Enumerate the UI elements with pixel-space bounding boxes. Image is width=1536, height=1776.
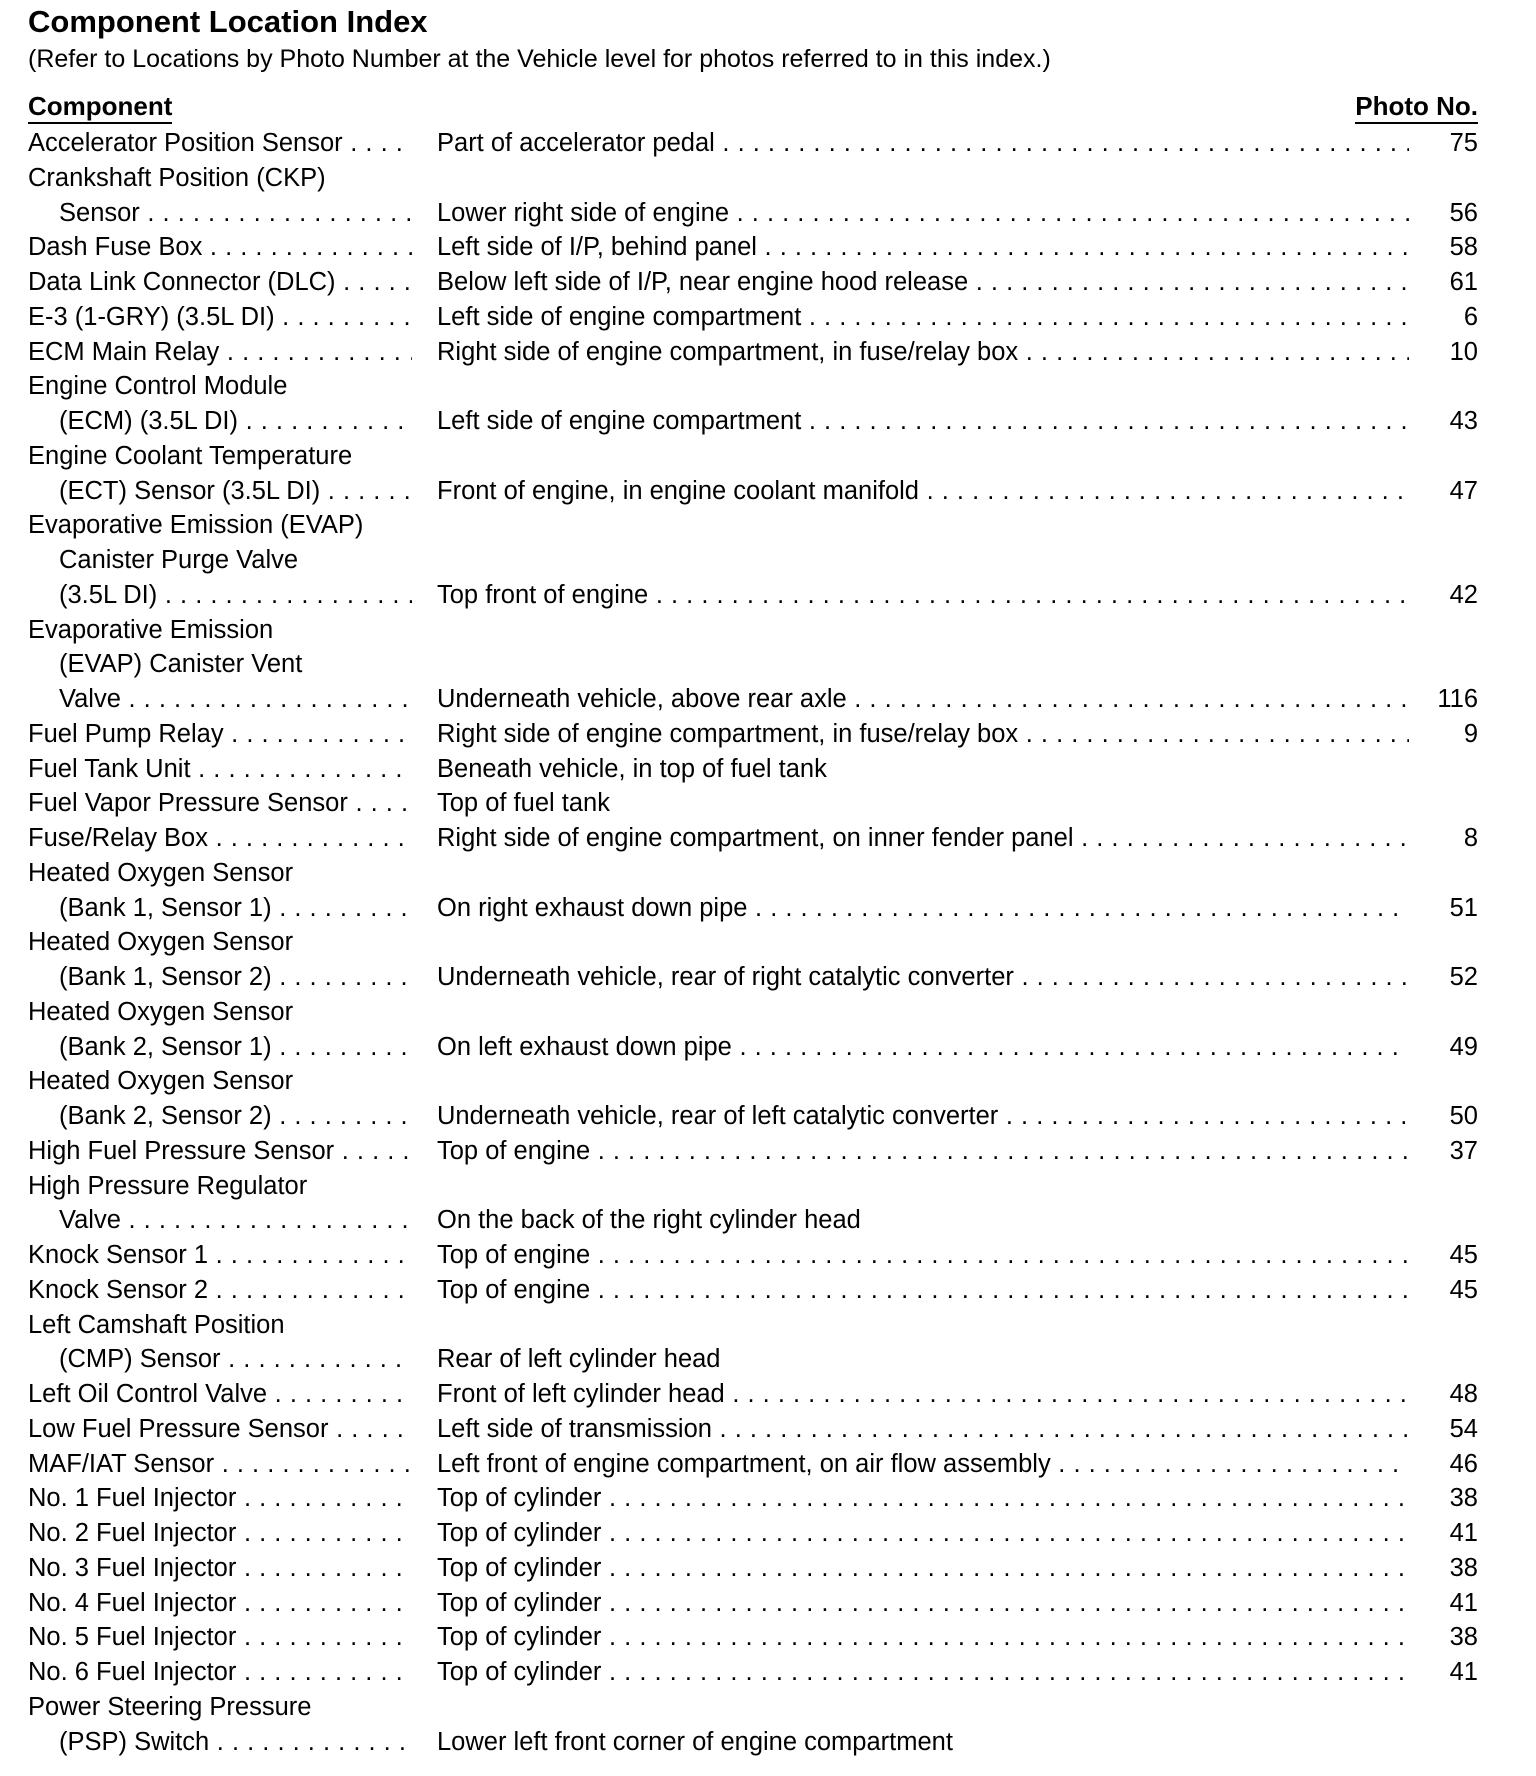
component-name: (PSP) Switch . . . [28, 1725, 412, 1760]
table-row [28, 1064, 1478, 1099]
photo-number: 41 [1412, 1586, 1478, 1621]
component-name: Low Fuel Pressure Sensor . . . [28, 1412, 412, 1447]
photo-number: 46 [1412, 1447, 1478, 1482]
table-row [28, 1447, 1478, 1482]
location-description: Part of accelerator pedal . . . [437, 126, 1409, 161]
table-row [28, 265, 1478, 300]
table-row [28, 856, 1478, 891]
component-name: Fuel Vapor Pressure Sensor . . . [28, 786, 412, 821]
component-name: Fuse/Relay Box . . . [28, 821, 412, 856]
photo-number: 41 [1412, 1655, 1478, 1690]
component-name: Sensor . . . [28, 196, 412, 231]
table-row [28, 1238, 1478, 1273]
location-description: Left side of transmission . . . [437, 1412, 1409, 1447]
table-row [28, 1273, 1478, 1308]
component-name: Valve . . . [28, 682, 412, 717]
location-description: Top of engine . . . [437, 1273, 1409, 1308]
table-row [28, 647, 1478, 682]
photo-number: 58 [1412, 230, 1478, 265]
photo-number: 75 [1412, 126, 1478, 161]
table-header [28, 88, 1478, 124]
photo-number: 56 [1412, 196, 1478, 231]
table-row [28, 786, 1478, 821]
table-row [28, 1690, 1478, 1725]
table-row [28, 891, 1478, 926]
component-name: High Fuel Pressure Sensor . . . [28, 1134, 412, 1169]
location-description: Front of left cylinder head . . . [437, 1377, 1409, 1412]
location-description: Underneath vehicle, rear of right catalytic converter . . . [437, 960, 1409, 995]
photo-number: 38 [1412, 1481, 1478, 1516]
component-name: No. 4 Fuel Injector . . . [28, 1586, 412, 1621]
table-row [28, 543, 1478, 578]
photo-number: 41 [1412, 1516, 1478, 1551]
location-description: Right side of engine compartment, in fuse/relay box . . . [437, 717, 1409, 752]
table-row [28, 1586, 1478, 1621]
table-row [28, 995, 1478, 1030]
component-name: Heated Oxygen Sensor [28, 858, 294, 887]
location-description: Top of cylinder . . . [437, 1551, 1409, 1586]
table-row [28, 821, 1478, 856]
location-description: Front of engine, in engine coolant manifold . . . [437, 474, 1409, 509]
location-description: Top of cylinder . . . [437, 1481, 1409, 1516]
photo-number: 8 [1412, 821, 1478, 856]
photo-number: 51 [1412, 891, 1478, 926]
component-name: Left Oil Control Valve . . . [28, 1377, 412, 1412]
photo-number: 48 [1412, 1377, 1478, 1412]
table-row [28, 1342, 1478, 1377]
location-description: Top front of engine . . . [437, 578, 1409, 613]
table-row [28, 126, 1478, 161]
table-row [28, 1169, 1478, 1204]
location-description: Top of cylinder . . . [437, 1586, 1409, 1621]
component-name: Knock Sensor 2 . . . [28, 1273, 412, 1308]
location-description: Lower right side of engine . . . [437, 196, 1409, 231]
photo-number: 52 [1412, 960, 1478, 995]
component-name: Crankshaft Position (CKP) [28, 163, 326, 192]
location-description: Top of engine . . . [437, 1238, 1409, 1273]
location-description: Rear of left cylinder head [437, 1345, 721, 1374]
table-row [28, 960, 1478, 995]
photo-number: 49 [1412, 1030, 1478, 1065]
component-name: Evaporative Emission (EVAP) [28, 511, 364, 540]
index-table [28, 126, 1478, 1759]
location-description: Beneath vehicle, in top of fuel tank [437, 754, 827, 783]
table-row [28, 1655, 1478, 1690]
table-row [28, 1377, 1478, 1412]
component-name: (Bank 1, Sensor 1) . . . [28, 891, 412, 926]
photo-number: 38 [1412, 1551, 1478, 1586]
component-name: (3.5L DI) . . . [28, 578, 412, 613]
table-row [28, 161, 1478, 196]
location-description: On the back of the right cylinder head [437, 1206, 861, 1235]
component-name: Engine Coolant Temperature [28, 441, 353, 470]
component-name: E-3 (1-GRY) (3.5L DI) . . . [28, 300, 412, 335]
component-name: Canister Purge Valve [59, 546, 299, 574]
component-name: (ECT) Sensor (3.5L DI) . . . [28, 474, 412, 509]
table-row [28, 578, 1478, 613]
table-row [28, 682, 1478, 717]
component-name: No. 5 Fuel Injector . . . [28, 1620, 412, 1655]
photo-number: 10 [1412, 335, 1478, 370]
location-description: On left exhaust down pipe . . . [437, 1030, 1409, 1065]
component-name: No. 6 Fuel Injector . . . [28, 1655, 412, 1690]
photo-number: 47 [1412, 474, 1478, 509]
table-row [28, 1516, 1478, 1551]
page-subtitle: (Refer to Locations by Photo Number at the Vehicle level for photos referred to in this index.) [28, 45, 1051, 73]
component-name: Heated Oxygen Sensor [28, 928, 294, 957]
photo-number: 38 [1412, 1620, 1478, 1655]
component-name: Left Camshaft Position [28, 1310, 285, 1339]
component-name: (Bank 1, Sensor 2) . . . [28, 960, 412, 995]
table-row [28, 335, 1478, 370]
photo-number: 54 [1412, 1412, 1478, 1447]
table-row [28, 613, 1478, 648]
component-name: Heated Oxygen Sensor [28, 997, 294, 1026]
location-description: Lower left front corner of engine compartment [437, 1727, 953, 1756]
table-row [28, 752, 1478, 787]
component-name: Fuel Pump Relay . . . [28, 717, 412, 752]
photo-column-header: Photo No. [1355, 90, 1478, 124]
table-row [28, 1481, 1478, 1516]
table-row [28, 1099, 1478, 1134]
component-name: Power Steering Pressure [28, 1692, 312, 1721]
photo-number: 43 [1412, 404, 1478, 439]
location-description: Top of cylinder . . . [437, 1655, 1409, 1690]
component-name: Engine Control Module [28, 372, 288, 401]
photo-number: 116 [1412, 682, 1478, 717]
photo-number: 45 [1412, 1238, 1478, 1273]
table-row [28, 508, 1478, 543]
location-description: Left side of engine compartment . . . [437, 404, 1409, 439]
location-description: Underneath vehicle, above rear axle . . . [437, 682, 1409, 717]
component-name: (CMP) Sensor . . . [28, 1342, 412, 1377]
table-row [28, 1134, 1478, 1169]
table-row [28, 1203, 1478, 1238]
component-name: (ECM) (3.5L DI) . . . [28, 404, 412, 439]
photo-number: 45 [1412, 1273, 1478, 1308]
location-description: Left front of engine compartment, on air flow assembly . . . [437, 1447, 1409, 1482]
photo-number: 37 [1412, 1134, 1478, 1169]
table-row [28, 196, 1478, 231]
table-row [28, 1620, 1478, 1655]
location-description: Top of fuel tank [437, 789, 610, 818]
page-title: Component Location Index [28, 4, 428, 39]
component-name: ECM Main Relay . . . [28, 335, 412, 370]
component-name: No. 3 Fuel Injector . . . [28, 1551, 412, 1586]
location-description: Underneath vehicle, rear of left catalytic converter . . . [437, 1099, 1409, 1134]
component-name: Valve . . . [28, 1203, 412, 1238]
component-name: (Bank 2, Sensor 1) . . . [28, 1030, 412, 1065]
component-name: Fuel Tank Unit . . . [28, 752, 412, 787]
table-row [28, 1725, 1478, 1760]
table-row [28, 1551, 1478, 1586]
table-row [28, 300, 1478, 335]
component-name: (Bank 2, Sensor 2) . . . [28, 1099, 412, 1134]
photo-number: 61 [1412, 265, 1478, 300]
table-row [28, 474, 1478, 509]
component-name: Dash Fuse Box . . . [28, 230, 412, 265]
component-name: Knock Sensor 1 . . . [28, 1238, 412, 1273]
component-name: (EVAP) Canister Vent [59, 650, 303, 679]
component-name: No. 1 Fuel Injector . . . [28, 1481, 412, 1516]
location-description: Top of cylinder . . . [437, 1620, 1409, 1655]
photo-number: 9 [1412, 717, 1478, 752]
component-name: High Pressure Regulator [28, 1171, 308, 1200]
component-name: Accelerator Position Sensor . . . [28, 126, 412, 161]
location-description: Below left side of I/P, near engine hood release . . . [437, 265, 1409, 300]
table-row [28, 369, 1478, 404]
table-row [28, 925, 1478, 960]
component-name: Heated Oxygen Sensor [28, 1067, 294, 1096]
table-row [28, 717, 1478, 752]
component-name: No. 2 Fuel Injector . . . [28, 1516, 412, 1551]
table-row [28, 404, 1478, 439]
photo-number: 50 [1412, 1099, 1478, 1134]
component-name: Evaporative Emission [28, 615, 274, 644]
component-name: MAF/IAT Sensor . . . [28, 1447, 412, 1482]
table-row [28, 230, 1478, 265]
location-description: Right side of engine compartment, on inner fender panel . . . [437, 821, 1409, 856]
photo-number: 42 [1412, 578, 1478, 613]
location-description: Right side of engine compartment, in fuse/relay box . . . [437, 335, 1409, 370]
location-description: Top of cylinder . . . [437, 1516, 1409, 1551]
table-row [28, 439, 1478, 474]
location-description: Top of engine . . . [437, 1134, 1409, 1169]
table-row [28, 1308, 1478, 1343]
location-description: On right exhaust down pipe . . . [437, 891, 1409, 926]
component-column-header: Component [28, 90, 172, 124]
component-name: Data Link Connector (DLC) . . . [28, 265, 412, 300]
location-description: Left side of engine compartment . . . [437, 300, 1409, 335]
photo-number: 6 [1412, 300, 1478, 335]
location-description: Left side of I/P, behind panel . . . [437, 230, 1409, 265]
table-row [28, 1030, 1478, 1065]
table-row [28, 1412, 1478, 1447]
